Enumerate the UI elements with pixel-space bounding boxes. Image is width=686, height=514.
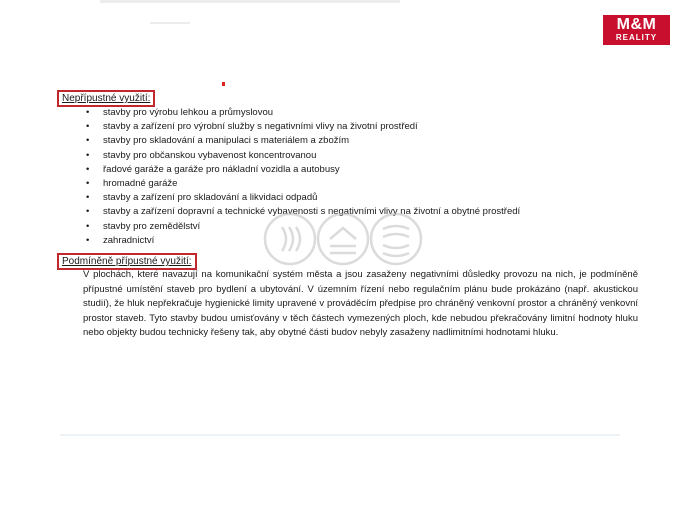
conditional-use-paragraph: V plochách, které navazují na komunikační systém města a jsou zasaženy negativními důsledky provozu na nich, je podmíněně přípustné umístění staveb pro bydlení a ubytování. V územním řízení nebo regulačním plánu bude prokázáno (např. akustickou studií), že hluk nepřekračuje hygienické limity upravené v prováděcím předpise pro chráněný venkovní prostor a chráněný venkovní prostor staveb. Tyto stavby budou umisťovány v těch částech vymezených ploch, kde nebudou překračovány limitní hodnoty hluku nebo objekty budou technicky řešeny tak, aby obytné části budov nebyly zasaženy nadlimitními hodnotami hluku. — [83, 269, 638, 339]
red-mark — [222, 82, 225, 86]
list-item: • stavby pro zemědělství — [86, 220, 520, 234]
logo-subtext: REALITY — [615, 33, 658, 42]
heading-conditional-use: Podmíněně přípustné využití: — [57, 253, 197, 270]
list-item: • stavby pro skladování a manipulaci s materiálem a zbožím — [86, 134, 520, 148]
list-item: • stavby pro občanskou vybavenost koncentrovanou — [86, 149, 520, 163]
list-item: • řadové garáže a garáže pro nákladní vozidla a autobusy — [86, 163, 520, 177]
list-item: • stavby a zařízení dopravní a technické vybavenosti s negativními vlivy na životní a obytné prostředí — [86, 205, 520, 219]
list-item: • stavby pro výrobu lehkou a průmyslovou — [86, 106, 520, 120]
faded-bottom-line — [60, 434, 620, 436]
list-item: • stavby a zařízení pro skladování a likvidaci odpadů — [86, 191, 520, 205]
mm-reality-logo — [603, 15, 670, 45]
faded-text-fragment — [150, 22, 190, 24]
list-item: • hromadné garáže — [86, 177, 520, 191]
watermark-logo-icon — [262, 211, 424, 267]
logo-text: M&M — [616, 16, 657, 33]
faded-top-text — [100, 0, 400, 3]
list-item: • zahradnictví — [86, 234, 520, 248]
list-item: • stavby a zařízení pro výrobní služby s negativními vlivy na životní prostředí — [86, 120, 520, 134]
heading-forbidden-use: Nepřípustné využití: — [57, 90, 155, 107]
